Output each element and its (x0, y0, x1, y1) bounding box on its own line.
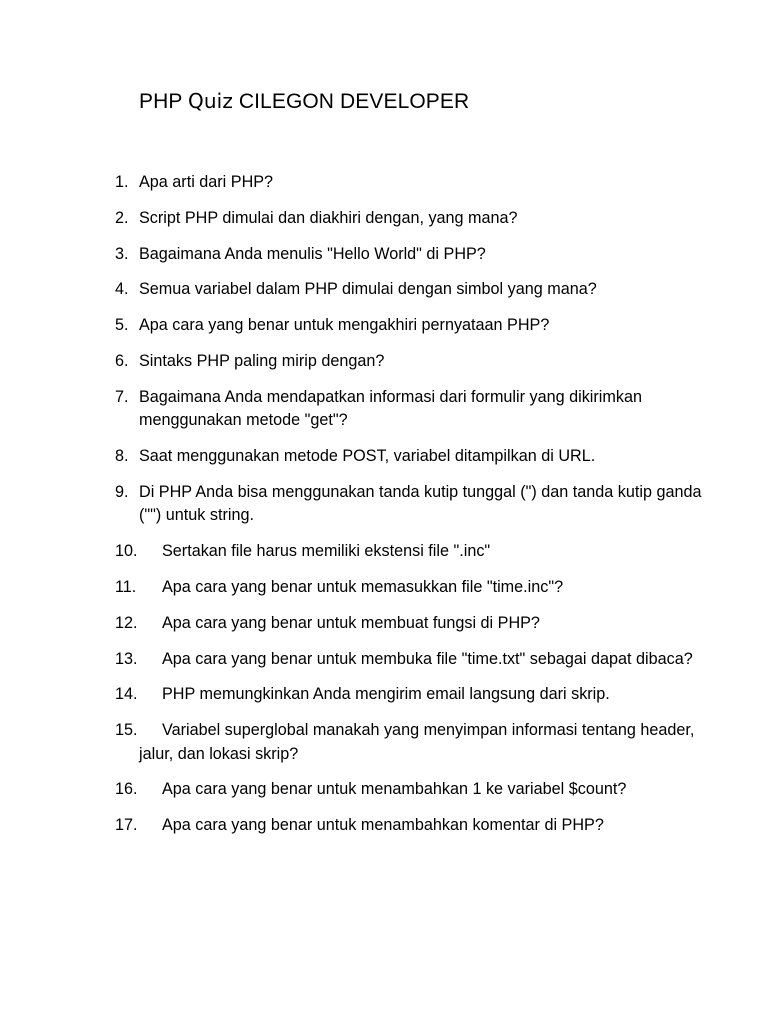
question-item (115, 778, 728, 802)
title-php: PHP (139, 90, 189, 113)
question-item (115, 612, 728, 636)
question-text: Apa arti dari PHP? (139, 173, 274, 191)
page-title (139, 87, 728, 116)
question-number: 16. (115, 780, 138, 799)
question-number: 12. (115, 613, 138, 632)
question-item (115, 171, 728, 195)
question-text: Sintaks PHP paling mirip dengan? (139, 351, 385, 370)
question-item (115, 243, 728, 267)
title-developer: CILEGON DEVELOPER (232, 90, 470, 113)
question-list (115, 171, 728, 838)
title-quiz: Quiz (188, 89, 233, 113)
question-text: Bagaimana Anda mendapatkan informasi dari formulir yang dikirimkan menggunakan metode "get"? (139, 387, 642, 430)
question-number: 1. (115, 173, 129, 191)
question-number: 10. (115, 542, 138, 561)
question-number: 11. (115, 577, 137, 596)
question-text: Sertakan file harus memiliki ekstensi file ".inc" (162, 542, 491, 561)
question-item (115, 648, 728, 672)
question-text: Apa cara yang benar untuk menambahkan komentar di PHP? (162, 816, 604, 835)
question-item (115, 481, 728, 528)
question-text: Apa cara yang benar untuk membuka file "time.txt" sebagai dapat dibaca? (162, 649, 693, 668)
question-item (115, 540, 728, 564)
question-text: Apa cara yang benar untuk memasukkan file "time.inc"? (162, 577, 564, 596)
question-number: 8. (115, 447, 129, 466)
question-number: 6. (115, 351, 129, 370)
question-number: 4. (115, 280, 129, 299)
question-number: 14. (115, 685, 138, 704)
question-text: Apa cara yang benar untuk membuat fungsi di PHP? (162, 613, 540, 632)
question-number: 2. (115, 208, 129, 227)
question-item (115, 814, 728, 838)
question-text: Bagaimana Anda menulis "Hello World" di PHP? (139, 244, 486, 263)
question-text: Apa cara yang benar untuk mengakhiri pernyataan PHP? (139, 316, 550, 335)
question-item (115, 386, 728, 433)
question-number: 15. (115, 721, 138, 740)
question-text: Di PHP Anda bisa menggunakan tanda kutip tunggal (") dan tanda kutip ganda ("") untuk string. (139, 482, 702, 525)
question-number: 13. (115, 649, 138, 668)
question-text: Saat menggunakan metode POST, variabel ditampilkan di URL. (139, 447, 596, 466)
question-item (115, 576, 728, 600)
question-text: PHP memungkinkan Anda mengirim email langsung dari skrip. (162, 685, 610, 704)
question-number: 5. (115, 316, 129, 335)
question-text: Apa cara yang benar untuk menambahkan 1 ke variabel $count? (162, 780, 627, 799)
question-item (115, 350, 728, 374)
question-item (115, 207, 728, 231)
question-text: Semua variabel dalam PHP dimulai dengan simbol yang mana? (139, 280, 597, 299)
question-item (115, 278, 728, 302)
question-number: 7. (115, 387, 129, 406)
question-text: Script PHP dimulai dan diakhiri dengan, yang mana? (139, 208, 518, 227)
question-item (115, 314, 728, 338)
question-item (115, 683, 728, 707)
question-item (115, 719, 728, 766)
question-item (115, 445, 728, 469)
question-number: 9. (115, 482, 129, 501)
question-number: 3. (115, 244, 129, 263)
question-text: Variabel superglobal manakah yang menyimpan informasi tentang header, jalur, dan lokasi skrip? (139, 721, 695, 763)
question-number: 17. (115, 816, 138, 835)
